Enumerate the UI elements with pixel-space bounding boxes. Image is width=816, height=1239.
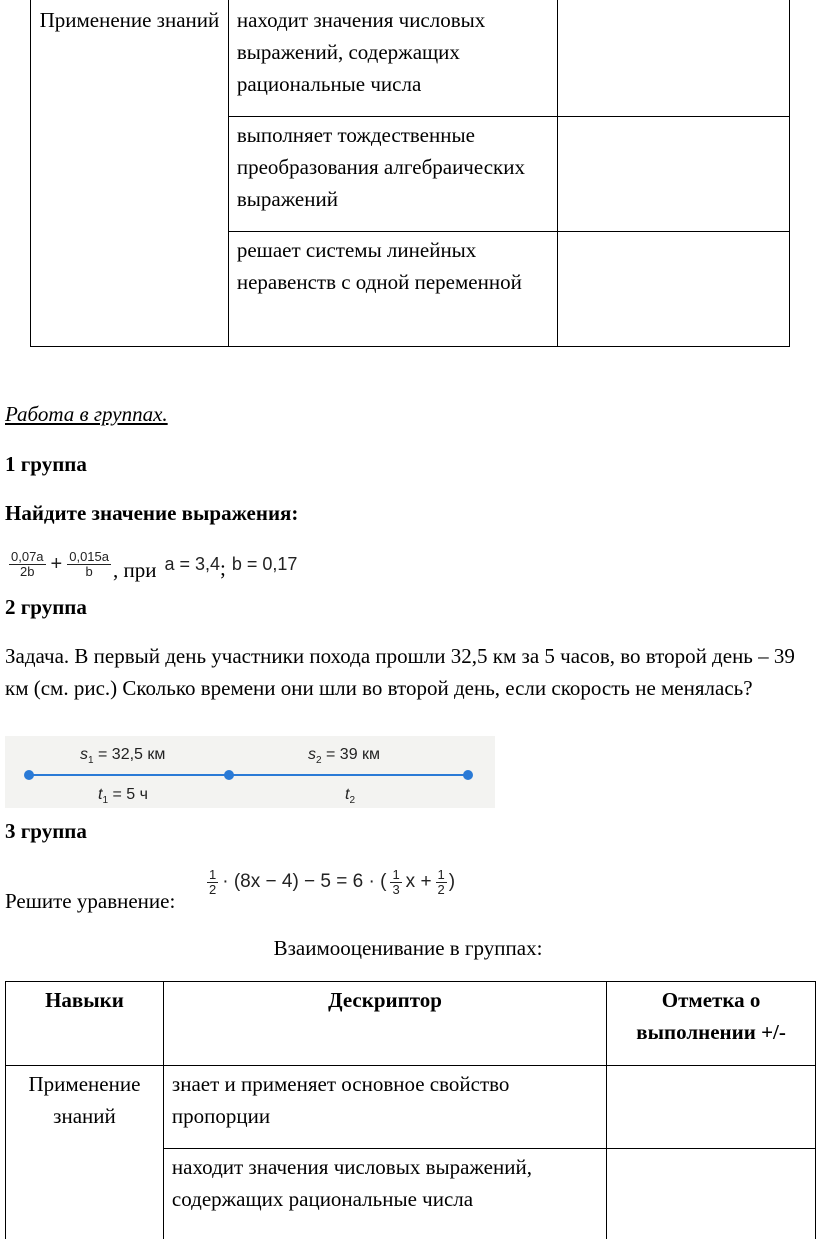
bottom-skill-label: Применение знаний: [28, 1072, 141, 1128]
condition-b: b = 0,17: [231, 554, 298, 574]
bottom-descriptor-1: знает и применяет основное свойство пропорции: [171, 1072, 510, 1128]
end-point: [463, 770, 473, 780]
top-skills-table: [30, 0, 790, 347]
bottom-mark-cell-2: [607, 1149, 816, 1239]
condition-text: , при: [113, 558, 157, 582]
condition-semicolon: ;: [220, 556, 226, 580]
section-heading: Работа в группах.: [5, 402, 168, 426]
header-mark: Отметка о выполнении +/-: [636, 988, 786, 1044]
equation: [205, 862, 455, 902]
s1-label: $s_1 = 32,5$ км: [80, 746, 166, 767]
top-descriptor-2: выполняет тождественные преобразования алгебраических выражений: [236, 122, 525, 211]
header-mark-cell: [607, 982, 816, 1066]
eq-fraction-1: $\frac{1}{2}$: [209, 866, 217, 897]
top-descriptor-1: находит значения числовых выражений, содержащих рациональные числа: [236, 8, 486, 96]
s2-label: $s_2 = 39$ км: [308, 746, 381, 767]
eq-fraction-3: $\frac{1}{2}$: [437, 866, 445, 897]
top-descriptor-cell-1: [228, 0, 558, 116]
bottom-descriptor-cell-2: [163, 1149, 606, 1239]
bottom-skill-cell: [6, 1066, 164, 1239]
bottom-mark-cell-1: [607, 1066, 816, 1149]
top-mark-cell-1: [558, 0, 790, 116]
top-descriptor-cell-2: [228, 116, 558, 231]
group3-task: Решите уравнение:: [5, 889, 176, 913]
fraction-2: [67, 550, 111, 579]
eq-close: ): [448, 871, 456, 892]
fraction-1: [9, 550, 46, 579]
t2-label: $t_2$: [345, 786, 356, 807]
assessment-table: [5, 981, 816, 1239]
top-mark-cell-3: [558, 231, 790, 346]
fraction-1-denominator: 2b: [20, 563, 35, 579]
header-skills-cell: [6, 982, 164, 1066]
start-point: [24, 770, 34, 780]
top-descriptor-3: решает системы линейных неравенств с одной переменной: [236, 237, 522, 294]
t1-label: $t_1 = 5$ ч: [98, 786, 148, 807]
group1-expression: [7, 544, 297, 584]
top-descriptor-cell-3: [228, 231, 558, 346]
distance-diagram: [5, 736, 495, 808]
bottom-descriptor-2: находит значения числовых выражений, содержащих рациональные числа: [171, 1155, 532, 1211]
eq-fraction-2: $\frac{1}{3}$: [392, 866, 400, 897]
group2-task: Задача. В первый день участники похода прошли 32,5 км за 5 часов, во второй день – 39 км (см. рис.) Сколько времени они шли во второй день, если скорость не менялась?: [5, 644, 795, 700]
plus-sign: +: [50, 553, 63, 575]
top-skill-cell: [31, 0, 229, 346]
fraction-2-denominator: b: [85, 563, 93, 579]
eq-middle: · (8x − 4) − 5 = 6 · (: [222, 871, 387, 892]
eq-x-plus: x +: [405, 871, 432, 892]
distance-diagram-svg: [5, 736, 495, 808]
fraction-1-numerator: 0,07a: [11, 548, 44, 564]
bottom-descriptor-cell-1: [163, 1066, 606, 1149]
header-skills: Навыки: [45, 988, 124, 1012]
condition-a: a = 3,4: [164, 554, 221, 574]
group3-title: 3 группа: [5, 819, 87, 843]
group1-task: Найдите значение выражения:: [5, 501, 299, 525]
header-descriptor: Дескриптор: [328, 988, 442, 1012]
fraction-2-numerator: 0,015a: [69, 548, 109, 564]
group2-title: 2 группа: [5, 595, 87, 619]
top-skill-label: Применение знаний: [39, 8, 220, 32]
group1-title: 1 группа: [5, 452, 87, 476]
middle-point: [224, 770, 234, 780]
assessment-title: Взаимооценивание в группах:: [273, 936, 543, 960]
header-descriptor-cell: [163, 982, 606, 1066]
top-mark-cell-2: [558, 116, 790, 231]
